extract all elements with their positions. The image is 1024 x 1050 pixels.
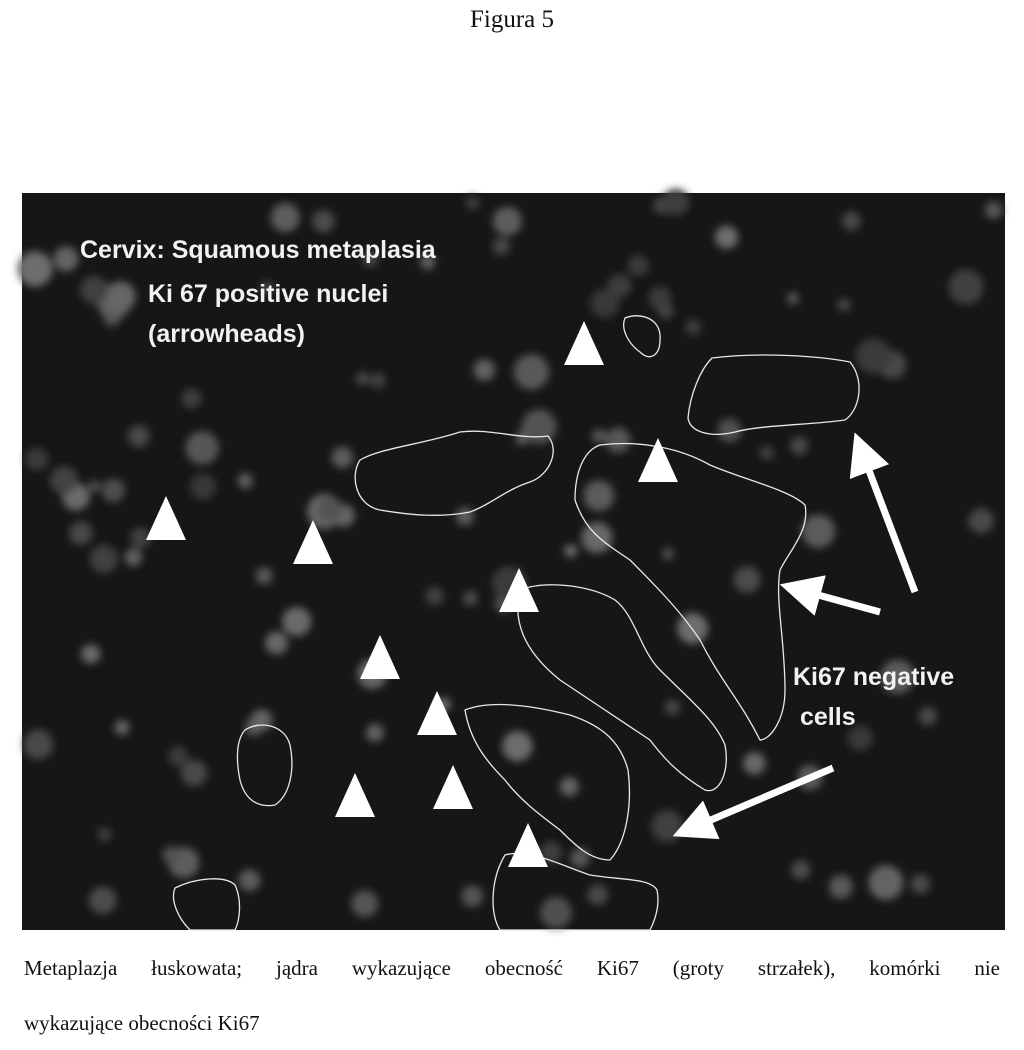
- nucleus-blob: [238, 473, 253, 488]
- nucleus-blob: [256, 567, 273, 584]
- nucleus-blob: [837, 298, 850, 311]
- nucleus-blob: [787, 292, 799, 304]
- nucleus-blob: [90, 545, 118, 573]
- nucleus-blob: [658, 303, 674, 319]
- nucleus-blob: [662, 189, 689, 216]
- negative-label: Ki67 negative: [793, 663, 955, 691]
- nucleus-blob: [570, 848, 589, 867]
- nucleus-blob: [759, 445, 774, 460]
- negative-label-cells: cells: [800, 703, 856, 731]
- nucleus-blob: [802, 515, 835, 548]
- micrograph-label-arrowheads: (arrowheads): [148, 320, 305, 348]
- nucleus-blob: [332, 447, 353, 468]
- nucleus-blob: [54, 246, 79, 271]
- nucleus-blob: [791, 860, 810, 879]
- nucleus-blob: [25, 448, 48, 471]
- nucleus-blob: [608, 274, 631, 297]
- nucleus-blob: [583, 480, 614, 511]
- nucleus-blob: [685, 319, 701, 335]
- micrograph-label-positive: Ki 67 positive nuclei: [148, 280, 389, 308]
- nucleus-blob: [540, 897, 572, 929]
- nucleus-blob: [856, 338, 891, 373]
- nucleus-blob: [356, 372, 369, 385]
- nucleus-blob: [50, 466, 78, 494]
- nucleus-blob: [734, 566, 761, 593]
- nucleus-blob: [465, 195, 479, 209]
- nucleus-blob: [715, 226, 738, 249]
- nucleus-blob: [162, 846, 180, 864]
- nucleus-blob: [948, 269, 983, 304]
- nucleus-blob: [842, 212, 861, 231]
- nucleus-blob: [868, 865, 903, 900]
- nucleus-blob: [651, 810, 683, 842]
- nucleus-blob: [592, 429, 606, 443]
- nucleus-blob: [251, 709, 273, 731]
- nucleus-blob: [185, 431, 218, 464]
- nucleus-blob: [317, 497, 342, 522]
- nucleus-blob: [910, 874, 930, 894]
- nucleus-blob: [463, 591, 478, 606]
- nucleus-blob: [628, 255, 649, 276]
- nucleus-blob: [80, 276, 108, 304]
- nucleus-blob: [125, 549, 142, 566]
- nucleus-blob: [743, 752, 766, 775]
- nucleus-blob: [106, 281, 136, 311]
- nucleus-blob: [128, 425, 150, 447]
- nucleus-blob: [456, 507, 474, 525]
- nucleus-blob: [560, 777, 579, 796]
- nucleus-blob: [181, 388, 201, 408]
- micrograph-label-title: Cervix: Squamous metaplasia: [80, 236, 436, 264]
- nucleus-blob: [312, 210, 335, 233]
- nucleus-blob: [473, 359, 495, 381]
- nucleus-blob: [81, 644, 100, 663]
- nucleus-blob: [587, 884, 607, 904]
- nucleus-blob: [718, 418, 742, 442]
- nucleus-blob: [564, 544, 577, 557]
- nucleus-blob: [790, 437, 808, 455]
- figure-caption-line1: Metaplazja łuskowata; jądra wykazujące obecność Ki67 (groty strzałek), komórki nie: [24, 956, 1000, 980]
- nucleus-blob: [985, 201, 1002, 218]
- nucleus-blob: [282, 607, 311, 636]
- nucleus-blob: [181, 760, 207, 786]
- nucleus-blob: [662, 548, 674, 560]
- nucleus-blob: [515, 431, 528, 444]
- nucleus-blob: [492, 237, 510, 255]
- nucleus-blob: [370, 372, 386, 388]
- nucleus-blob: [461, 885, 483, 907]
- nucleus-blob: [114, 720, 129, 735]
- nucleus-blob: [23, 730, 53, 760]
- nucleus-blob: [919, 707, 937, 725]
- nucleus-blob: [493, 207, 522, 236]
- nucleus-blob: [271, 203, 300, 232]
- nucleus-blob: [69, 521, 93, 545]
- nucleus-blob: [581, 522, 612, 553]
- nucleus-blob: [89, 887, 117, 915]
- nucleus-blob: [829, 875, 853, 899]
- nucleus-blob: [969, 508, 994, 533]
- nucleus-blob: [98, 828, 112, 842]
- nucleus-blob: [102, 479, 125, 502]
- nucleus-blob: [665, 700, 680, 715]
- nucleus-blob: [677, 613, 708, 644]
- nucleus-blob: [88, 480, 100, 492]
- nucleus-blob: [17, 251, 52, 286]
- nucleus-blob: [351, 890, 378, 917]
- figure-caption-line2: wykazujące obecności Ki67: [24, 1011, 260, 1035]
- nucleus-blob: [265, 631, 288, 654]
- nucleus-blob: [605, 428, 630, 453]
- nucleus-blob: [514, 354, 549, 389]
- nucleus-blob: [239, 869, 261, 891]
- nucleus-blob: [502, 731, 533, 762]
- nucleus-blob: [366, 724, 384, 742]
- nucleus-blob: [425, 587, 444, 606]
- nucleus-blob: [190, 473, 216, 499]
- figure-title: Figura 5: [469, 6, 555, 33]
